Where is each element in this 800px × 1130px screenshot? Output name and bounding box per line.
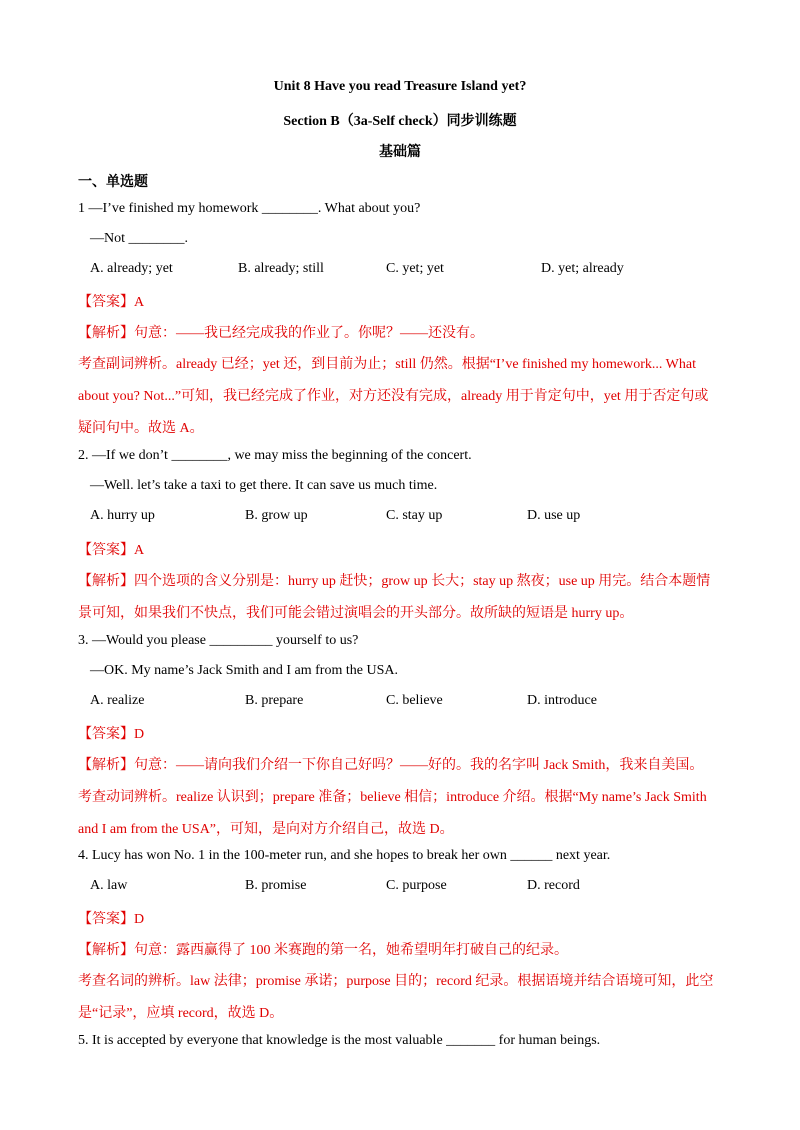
question-4-option-a: A. law bbox=[90, 878, 128, 893]
question-3-reply: —OK. My name’s Jack Smith and I am from the USA. bbox=[90, 663, 398, 678]
question-3-analysis-line: 考查动词辨析。realize 认识到；prepare 准备；believe 相信；introduce 介绍。根据“My name’s Jack Smith bbox=[78, 790, 707, 805]
question-3-analysis-line: 【解析】句意：——请向我们介绍一下你自己好吗？——好的。我的名字叫 Jack Smith，我来自美国。 bbox=[78, 758, 704, 773]
question-2-analysis-line: 景可知，如果我们不快点，我们可能会错过演唱会的开头部分。故所缺的短语是 hurry up。 bbox=[78, 606, 634, 621]
question-1-option-d: D. yet; already bbox=[541, 261, 624, 276]
question-5-stem: 5. It is accepted by everyone that knowledge is the most valuable _______ for human beings. bbox=[78, 1033, 601, 1048]
question-2-reply: —Well. let’s take a taxi to get there. It can save us much time. bbox=[90, 478, 438, 493]
question-4-analysis-line: 考查名词的辨析。law 法律；promise 承诺；purpose 目的；record 纪录。根据语境并结合语境可知，此空 bbox=[78, 974, 714, 989]
question-2-answer: 【答案】A bbox=[78, 543, 145, 558]
question-3-answer: 【答案】D bbox=[78, 727, 145, 742]
question-1-option-b: B. already; still bbox=[238, 261, 324, 276]
question-2-option-a: A. hurry up bbox=[90, 508, 155, 523]
question-1-option-c: C. yet; yet bbox=[386, 261, 444, 276]
question-1-stem: 1 —I’ve finished my homework ________. What about you? bbox=[78, 201, 421, 216]
question-1-analysis-line: 考查副词辨析。already 已经；yet 还，到目前为止；still 仍然。根据“I’ve finished my homework... What bbox=[78, 357, 696, 372]
question-3-option-a: A. realize bbox=[90, 693, 145, 708]
question-1-reply: —Not ________. bbox=[90, 231, 188, 246]
question-3-stem: 3. —Would you please _________ yourself to us? bbox=[78, 633, 359, 648]
question-1-analysis-line: 疑问句中。故选 A。 bbox=[78, 421, 204, 436]
document-title: Unit 8 Have you read Treasure Island yet? bbox=[273, 79, 527, 94]
question-4-analysis-line: 【解析】句意：露西赢得了 100 米赛跑的第一名，她希望明年打破自己的纪录。 bbox=[78, 943, 568, 958]
question-2-option-d: D. use up bbox=[527, 508, 581, 523]
question-1-answer: 【答案】A bbox=[78, 295, 145, 310]
question-4-option-d: D. record bbox=[527, 878, 580, 893]
question-2-option-c: C. stay up bbox=[386, 508, 443, 523]
question-3-option-d: D. introduce bbox=[527, 693, 597, 708]
difficulty-level: 基础篇 bbox=[379, 145, 421, 160]
question-1-analysis-line: about you? Not...”可知，我已经完成了作业，对方还没有完成，already 用于肯定句中，yet 用于否定句或 bbox=[78, 389, 709, 404]
question-3-option-b: B. prepare bbox=[245, 693, 304, 708]
document-subtitle: Section B（3a-Self check）同步训练题 bbox=[283, 114, 517, 129]
question-1-option-a: A. already; yet bbox=[90, 261, 173, 276]
question-2-stem: 2. —If we don’t ________, we may miss the beginning of the concert. bbox=[78, 448, 472, 463]
question-3-analysis-line: and I am from the USA”，可知，是向对方介绍自己，故选 D。 bbox=[78, 822, 454, 837]
question-4-option-b: B. promise bbox=[245, 878, 307, 893]
question-4-analysis-line: 是“记录”，应填 record，故选 D。 bbox=[78, 1006, 284, 1021]
question-4-answer: 【答案】D bbox=[78, 912, 145, 927]
section-heading: 一、单选题 bbox=[78, 175, 148, 190]
question-3-option-c: C. believe bbox=[386, 693, 443, 708]
question-2-analysis-line: 【解析】四个选项的含义分别是：hurry up 赶快；grow up 长大；stay up 熬夜；use up 用完。结合本题情 bbox=[78, 574, 711, 589]
question-4-option-c: C. purpose bbox=[386, 878, 447, 893]
question-1-analysis-line: 【解析】句意：——我已经完成我的作业了。你呢？——还没有。 bbox=[78, 326, 484, 341]
question-2-option-b: B. grow up bbox=[245, 508, 308, 523]
question-4-stem: 4. Lucy has won No. 1 in the 100-meter run, and she hopes to break her own ______ next year. bbox=[78, 848, 611, 863]
